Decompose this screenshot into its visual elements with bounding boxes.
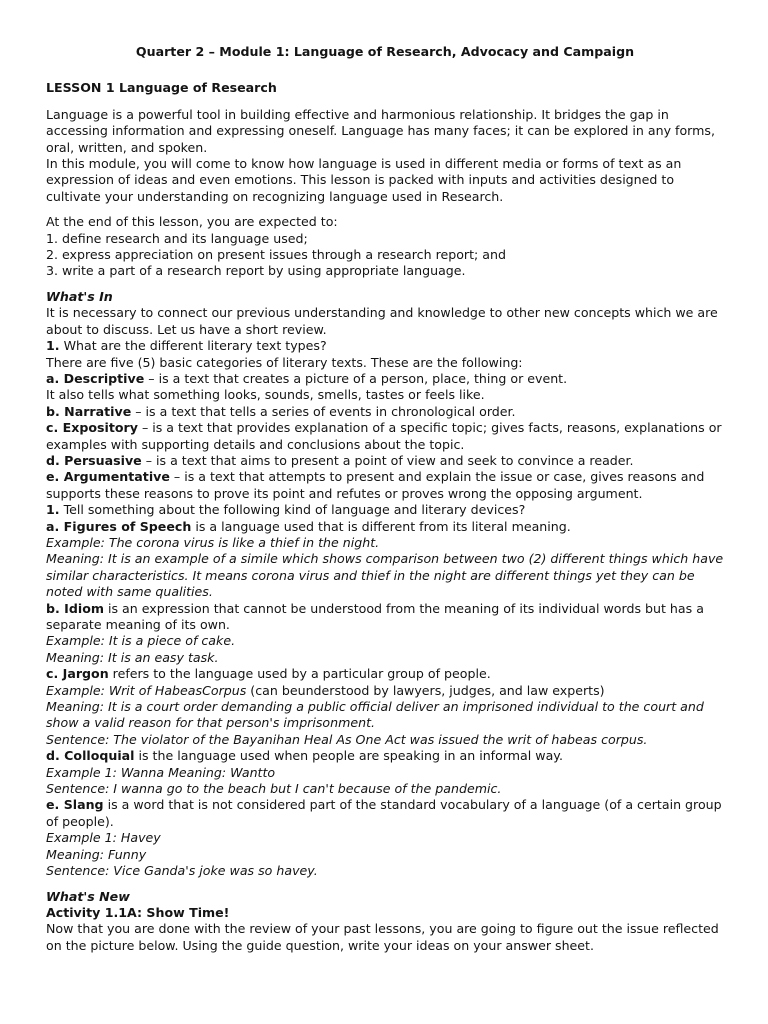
question-1	[46, 338, 724, 354]
whats-new-heading: What's New	[46, 888, 130, 904]
lesson-heading: LESSON 1 Language of Research	[46, 80, 277, 96]
device-meaning: Meaning: Funny	[46, 846, 147, 862]
objective-item: 1. define research and its language used;	[46, 230, 308, 246]
text-type-term: a. Descriptive	[46, 370, 145, 386]
device-example: Example 1: Wanna Meaning: Wantto	[46, 764, 276, 780]
device-term: d. Colloquial	[46, 748, 135, 764]
device-example: Example: It is a piece of cake.	[46, 633, 236, 649]
objective-item: 3. write a part of a research report by using appropriate language.	[46, 263, 466, 279]
text-types-intro: There are five (5) basic categories of literary texts. These are the following:	[46, 354, 523, 370]
text-type-definition: – is a text that creates a picture of a person, place, thing or event.	[144, 370, 568, 386]
text-type-item	[46, 453, 724, 469]
device-term: a. Figures of Speech	[46, 518, 192, 534]
device-definition: is a word that is not considered part of the standard vocabulary of a language (of a certain group of people).	[46, 797, 722, 829]
device-definition: is a language used that is different from its literal meaning.	[191, 518, 571, 534]
objectives-intro: At the end of this lesson, you are expected to:	[46, 214, 338, 230]
device-figures-of-speech	[46, 519, 724, 535]
text-type-term: e. Argumentative	[46, 469, 170, 485]
device-example: Example: The corona virus is like a thief in the night.	[46, 534, 380, 550]
device-example-note: (can beunderstood by lawyers, judges, and law experts)	[246, 682, 605, 698]
device-jargon	[46, 666, 724, 682]
device-idiom	[46, 601, 724, 634]
device-term: e. Slang	[46, 797, 104, 813]
device-meaning: Meaning: It is an example of a simile which shows comparison between two (2) different things which have similar characteristics. It means corona virus and thief in the night are different things yet they can be noted with same qualities.	[46, 551, 724, 600]
question-number: 1.	[46, 502, 60, 518]
device-example: Example 1: Havey	[46, 830, 161, 846]
lesson-intro-paragraph-1: Language is a powerful tool in building effective and harmonious relationship. It bridges the gap in accessing information and expressing oneself. Language has many faces; it can be explored in any forms, oral, written, and spoken.	[46, 106, 715, 155]
text-type-item	[46, 404, 724, 420]
device-definition: refers to the language used by a particular group of people.	[108, 666, 491, 682]
whats-in-heading: What's In	[46, 288, 113, 304]
whats-in-intro: It is necessary to connect our previous understanding and knowledge to other new concepts which we are about to discuss. Let us have a short review.	[46, 305, 718, 337]
question-number: 1.	[46, 338, 60, 354]
question-text: Tell something about the following kind of language and literary devices?	[59, 502, 526, 518]
text-type-definition: It also tells what something looks, sounds, smells, tastes or feels like.	[46, 387, 485, 403]
device-example	[46, 683, 724, 699]
text-type-definition: – is a text that attempts to present and explain the issue or case, gives reasons and supports these reasons to prove its point and refutes or proves wrong the opposing argument.	[46, 469, 705, 501]
device-slang	[46, 797, 724, 830]
text-type-item	[46, 469, 724, 502]
activity-label: Activity 1.1A	[46, 904, 137, 920]
device-colloquial	[46, 748, 724, 764]
device-term: b. Idiom	[46, 600, 104, 616]
device-sentence: Sentence: The violator of the Bayanihan Heal As One Act was issued the writ of habeas corpus.	[46, 731, 648, 747]
text-type-definition: – is a text that aims to present a point of view and seek to convince a reader.	[141, 452, 634, 468]
device-definition: is the language used when people are speaking in an informal way.	[134, 748, 563, 764]
objective-item: 2. express appreciation on present issues through a research report; and	[46, 247, 506, 263]
text-type-item	[46, 420, 724, 453]
device-example-italic: Example: Writ of HabeasCorpus	[46, 682, 247, 698]
device-meaning: Meaning: It is an easy task.	[46, 649, 219, 665]
text-type-term: b. Narrative	[46, 403, 132, 419]
lesson-intro-paragraph-2: In this module, you will come to know how language is used in different media or forms of text as an expression of ideas and even emotions. This lesson is packed with inputs and activities designed to cultivate your understanding on recognizing language used in Research.	[46, 156, 682, 204]
text-type-item	[46, 371, 724, 387]
text-type-definition: – is a text that provides explanation of a specific topic; gives facts, reasons, explanations or examples with supporting details and conclusions about the topic.	[46, 420, 722, 452]
text-type-term: c. Expository	[46, 420, 138, 436]
question-text: What are the different literary text types?	[59, 338, 327, 354]
text-type-definition: – is a text that tells a series of events in chronological order.	[131, 403, 516, 419]
text-type-term: d. Persuasive	[46, 452, 142, 468]
text-type-item	[46, 387, 724, 403]
device-definition: is an expression that cannot be understood from the meaning of its individual words but has a separate meaning of its own.	[46, 600, 704, 632]
page-title: Quarter 2 – Module 1: Language of Research, Advocacy and Campaign	[135, 44, 635, 59]
device-sentence: Sentence: I wanna go to the beach but I can't because of the pandemic.	[46, 781, 502, 797]
device-term: c. Jargon	[46, 666, 109, 682]
activity-instructions: Now that you are done with the review of your past lessons, you are going to figure out the issue reflected on the picture below. Using the guide question, write your ideas on your answer sheet.	[46, 921, 719, 953]
activity-title	[46, 905, 724, 921]
activity-name: : Show Time!	[136, 904, 230, 920]
question-2	[46, 502, 724, 518]
device-meaning: Meaning: It is a court order demanding a public official deliver an imprisoned individual to the court and show a valid reason for that person's imprisonment.	[46, 699, 704, 731]
device-sentence: Sentence: Vice Ganda's joke was so havey.	[46, 863, 318, 879]
